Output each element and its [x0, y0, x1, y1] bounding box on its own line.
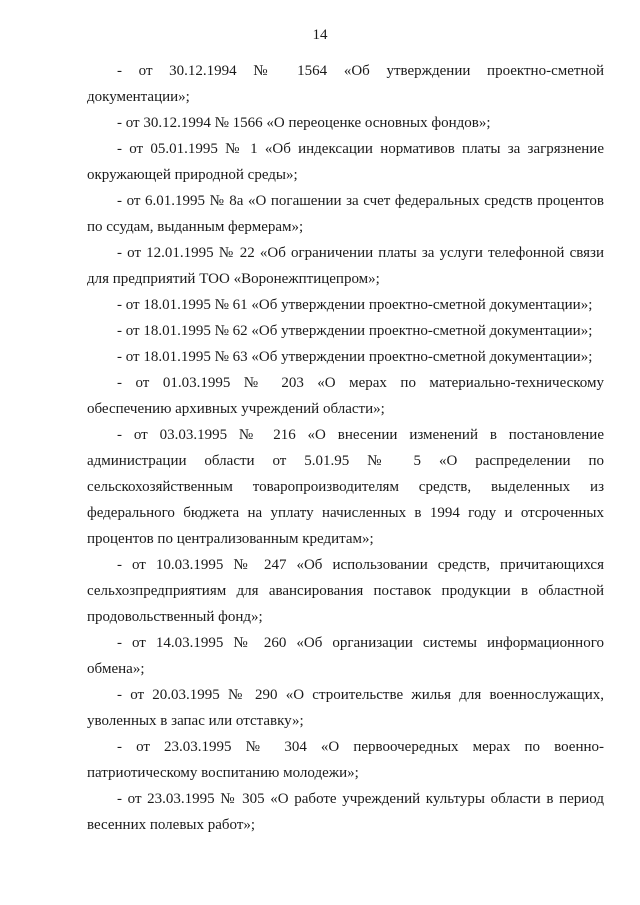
list-item: - от 20.03.1995 № 290 «О строительстве жилья для военнослужащих, уволенных в запас или отставку»;: [87, 687, 604, 729]
list-item: - от 6.01.1995 № 8а «О погашении за счет федеральных средств процентов по ссудам, выданным фермерам»;: [87, 193, 604, 235]
list-item: - от 03.03.1995 № 216 «О внесении изменений в постановление администрации области от 5.01.95 № 5 «О распределении по сельскохозяйственным товаропроизводителям средств, выделенных из федерального бюджета на уплату начисленных в 1994 году и отсроченных процентов по централизованным кредитам»;: [87, 427, 604, 547]
list-item: - от 30.12.1994 № 1564 «Об утверждении проектно-сметной документации»;: [87, 63, 604, 105]
list-item: - от 30.12.1994 № 1566 «О переоценке основных фондов»;: [117, 115, 491, 131]
list-item: - от 23.03.1995 № 305 «О работе учреждений культуры области в период весенних полевых работ»;: [87, 791, 604, 833]
list-item: - от 18.01.1995 № 61 «Об утверждении проектно-сметной документации»;: [117, 297, 593, 313]
list-item: - от 10.03.1995 № 247 «Об использовании средств, причитающихся сельхозпредприятиям для авансирования поставок продукции в областной продовольственный фонд»;: [87, 557, 604, 625]
list-item: - от 01.03.1995 № 203 «О мерах по материально-техническому обеспечению архивных учреждений области»;: [87, 375, 604, 417]
document-body: [87, 58, 604, 838]
list-item: - от 18.01.1995 № 62 «Об утверждении проектно-сметной документации»;: [117, 323, 593, 339]
page-number: 14: [312, 27, 328, 43]
list-item: - от 23.03.1995 № 304 «О первоочередных мерах по военно-патриотическому воспитанию молодежи»;: [87, 739, 604, 781]
list-item: - от 05.01.1995 № 1 «Об индексации нормативов платы за загрязнение окружающей природной среды»;: [87, 141, 604, 183]
list-item: - от 12.01.1995 № 22 «Об ограничении платы за услуги телефонной связи для предприятий ТОО «Воронежптицепром»;: [87, 245, 604, 287]
list-item: - от 18.01.1995 № 63 «Об утверждении проектно-сметной документации»;: [117, 349, 593, 365]
list-item: - от 14.03.1995 № 260 «Об организации системы информационного обмена»;: [87, 635, 604, 677]
